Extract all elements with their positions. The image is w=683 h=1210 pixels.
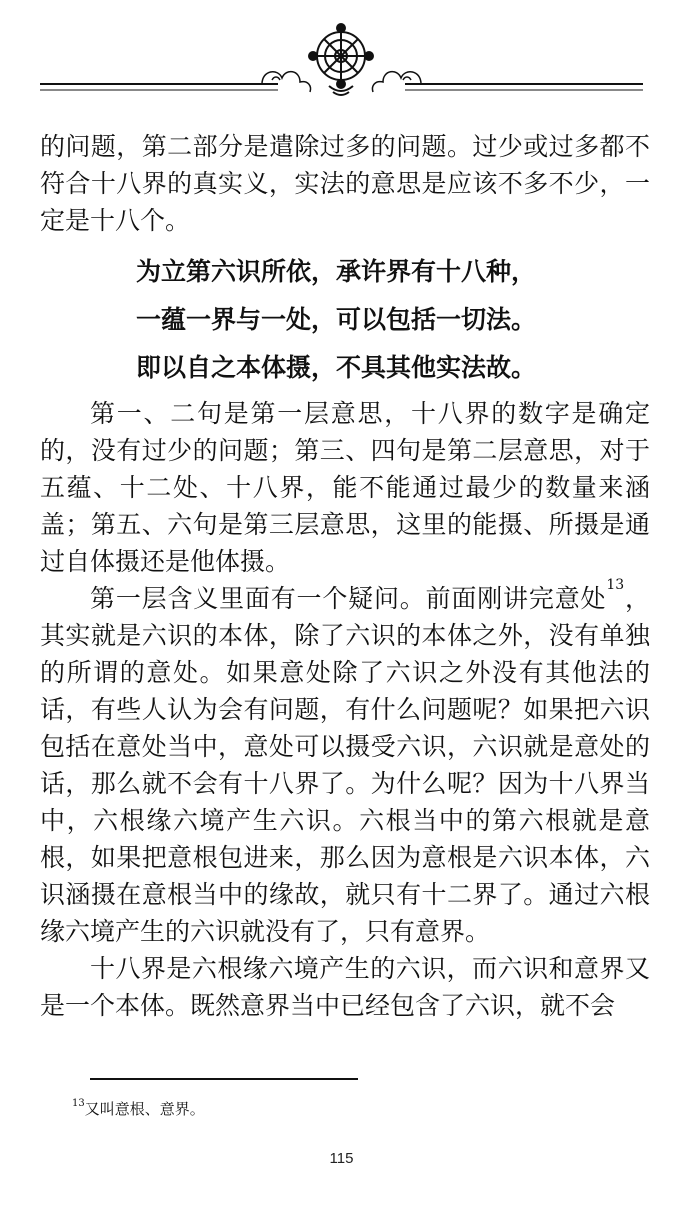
verse-block: [136, 248, 606, 392]
dharma-wheel-icon: [309, 24, 373, 95]
page-number: 115: [329, 1150, 354, 1167]
cloud-left-icon: [262, 72, 311, 92]
footnote-number: 13: [72, 1098, 85, 1109]
footnote-divider: [90, 1078, 358, 1080]
paragraph-1: 的问题，第二部分是遣除过多的问题。过少或过多都不符合十八界的真实义，实法的意思是应该不多不少，一定是十八个。: [40, 132, 650, 235]
paragraph-3-rest: ，其实就是六识的本体，除了六识的本体之外，没有单独的所谓的意处。如果意处除了六识之外没有其他法的话，有些人认为会有问题，有什么问题呢？如果把六识包括在意处当中，意处可以摄受六识，六识就是意处的话，那么就不会有十八界了。为什么呢？因为十八界当中，六根缘六境产生六识。六根当中的第六根就是意根，如果把意根包进来，那么因为意根是六识本体，六识涵摄在意根当中的缘故，就只有十二界了。通过六根缘六境产生的六识就没有了，只有意界。: [40, 584, 650, 946]
cloud-right-icon: [372, 72, 421, 92]
header-ornament: [0, 0, 683, 112]
paragraph-2: 第一、二句是第一层意思，十八界的数字是确定的，没有过少的问题；第三、四句是第二层意思，对于五蕴、十二处、十八界，能不能通过最少的数量来涵盖；第五、六句是第三层意思，这里的能摄、所摄是通过自体摄还是他体摄。: [40, 399, 650, 576]
footnote-text: 又叫意根、意界。: [84, 1100, 205, 1118]
verse-line-1: 为立第六识所依，承许界有十八种，: [136, 257, 537, 286]
footnote: [72, 1098, 205, 1119]
footnote-reference[interactable]: 13: [606, 577, 625, 593]
paragraph-4: 十八界是六根缘六境产生的六识，而六识和意界又是一个本体。既然意界当中已经包含了六识，就不会: [40, 954, 650, 1020]
paragraph-3-start: 第一层含义里面有一个疑问。前面刚讲完意处: [90, 584, 607, 613]
verse-line-2: 一蕴一界与一处，可以包括一切法。: [136, 305, 537, 334]
verse-line-3: 即以自之本体摄，不具其他实法故。: [136, 353, 537, 382]
paragraph-3: [40, 577, 650, 950]
